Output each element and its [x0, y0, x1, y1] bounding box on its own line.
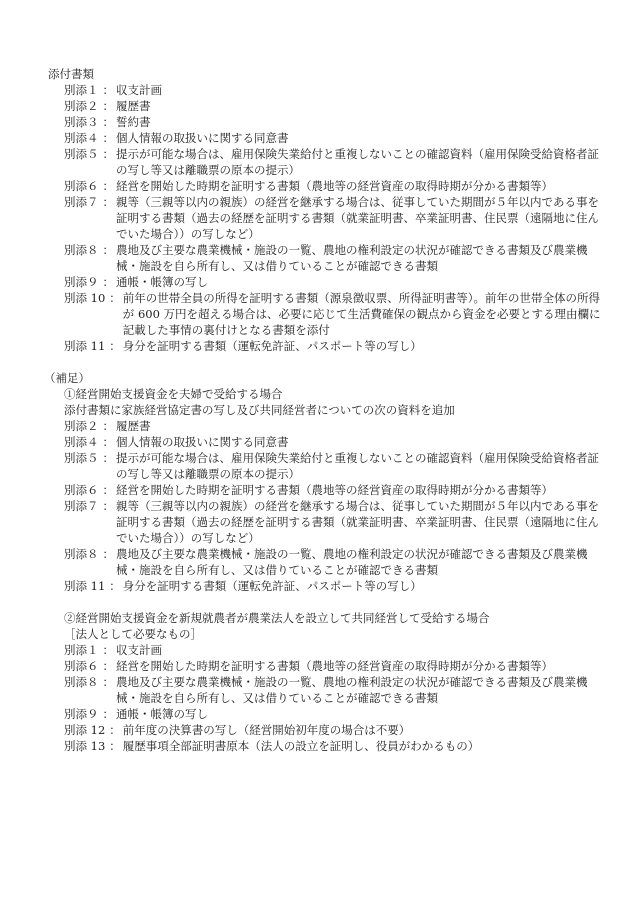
attachment-label: 別添８	[64, 675, 99, 689]
attachment-item	[48, 130, 610, 146]
attachment-label: 別添 11	[64, 579, 106, 593]
attachment-text: 身分を証明する書類（運転免許証、パスポート等の写し）	[122, 339, 422, 353]
attachment-item	[48, 658, 610, 674]
label-separator: ：	[102, 83, 114, 97]
case1-list	[48, 418, 630, 594]
attachment-label: 別添 13	[64, 739, 106, 753]
attachment-item	[48, 290, 610, 338]
attachment-item	[48, 450, 610, 482]
attachment-label: 別添６	[64, 659, 99, 673]
attachment-label: 別添５	[64, 451, 99, 465]
label-separator: ：	[109, 579, 121, 593]
attachment-label: 別添 10	[64, 291, 106, 305]
attachment-item	[48, 82, 610, 98]
attachment-label: 別添１	[64, 643, 99, 657]
label-separator: ：	[102, 643, 114, 657]
label-separator: ：	[102, 659, 114, 673]
attachment-text: 履歴書	[116, 99, 151, 113]
attachment-item	[48, 434, 610, 450]
label-separator: ：	[109, 723, 121, 737]
attachment-item	[48, 194, 610, 242]
attachment-text: 提示が可能な場合は、雇用保険失業給付と重複しないことの確認資料（雇用保険受給資格者証の写し等又は離職票の原本の提示）	[116, 451, 599, 481]
case1-heading: ①経営開始支援資金を夫婦で受給する場合	[64, 387, 283, 401]
label-separator: ：	[102, 243, 114, 257]
attachment-label: 別添４	[64, 131, 99, 145]
attachment-text: 履歴事項全部証明書原本（法人の設立を証明し、役員がわかるもの）	[122, 739, 480, 753]
attachment-item	[48, 706, 610, 722]
attachments-title: 添付書類	[48, 67, 94, 81]
attachment-label: 別添２	[64, 99, 99, 113]
attachments-list	[48, 82, 630, 354]
attachment-label: 別添９	[64, 707, 99, 721]
label-separator: ：	[109, 291, 121, 305]
attachment-label: 別添７	[64, 499, 99, 513]
attachment-text: 親等（三親等以内の親族）の経営を継承する場合は、従事していた期間が５年以内である事を証明する書類（過去の経歴を証明する書類（就業証明書、卒業証明書、住民票（遠隔地に住んでいた場合））の写しなど）	[116, 499, 599, 545]
attachment-label: 別添 12	[64, 723, 106, 737]
label-separator: ：	[102, 707, 114, 721]
label-separator: ：	[102, 179, 114, 193]
case2-heading: ②経営開始支援資金を新規就農者が農業法人を設立して共同経営して受給する場合	[64, 611, 490, 625]
attachment-item	[48, 642, 610, 658]
attachment-text: 収支計画	[116, 83, 162, 97]
attachment-item	[48, 722, 610, 738]
attachment-text: 身分を証明する書類（運転免許証、パスポート等の写し）	[122, 579, 422, 593]
attachment-text: 通帳・帳簿の写し	[116, 275, 208, 289]
attachment-item	[48, 242, 610, 274]
attachment-item	[48, 674, 610, 706]
attachment-item	[48, 498, 610, 546]
attachment-text: 農地及び主要な農業機械・施設の一覧、農地の権利設定の状況が確認できる書類及び農業機械・施設を自ら所有し、又は借りていることが確認できる書類	[116, 675, 588, 705]
label-separator: ：	[102, 675, 114, 689]
attachment-label: 別添８	[64, 243, 99, 257]
case2-list	[48, 642, 630, 754]
attachment-text: 農地及び主要な農業機械・施設の一覧、農地の権利設定の状況が確認できる書類及び農業機械・施設を自ら所有し、又は借りていることが確認できる書類	[116, 243, 588, 273]
label-separator: ：	[102, 195, 114, 209]
attachment-text: 収支計画	[116, 643, 162, 657]
attachment-text: 履歴書	[116, 419, 151, 433]
label-separator: ：	[102, 275, 114, 289]
attachment-text: 通帳・帳簿の写し	[116, 707, 208, 721]
label-separator: ：	[102, 147, 114, 161]
label-separator: ：	[102, 115, 114, 129]
label-separator: ：	[102, 547, 114, 561]
attachment-label: 別添９	[64, 275, 99, 289]
attachment-label: 別添３	[64, 115, 99, 129]
attachment-text: 前年の世帯全員の所得を証明する書類（源泉徴収票、所得証明書等）。前年の世帯全体の所得が 600 万円を超える場合は、必要に応じて生活費確保の観点から資金を必要とする理由欄に記載した事情の裏付けとなる書類を添付	[122, 291, 601, 337]
attachment-item	[48, 738, 610, 754]
label-separator: ：	[102, 419, 114, 433]
label-separator: ：	[102, 99, 114, 113]
attachment-item	[48, 578, 610, 594]
attachment-item	[48, 418, 610, 434]
attachment-label: 別添６	[64, 483, 99, 497]
attachment-label: 別添５	[64, 147, 99, 161]
attachment-item	[48, 274, 610, 290]
attachment-text: 前年度の決算書の写し（経営開始初年度の場合は不要）	[122, 723, 411, 737]
label-separator: ：	[109, 739, 121, 753]
supplement-title: （補足）	[44, 371, 90, 385]
label-separator: ：	[109, 339, 121, 353]
attachment-text: 個人情報の取扱いに関する同意書	[116, 131, 289, 145]
attachment-label: 別添１	[64, 83, 99, 97]
label-separator: ：	[102, 499, 114, 513]
attachment-label: 別添 11	[64, 339, 106, 353]
attachment-text: 個人情報の取扱いに関する同意書	[116, 435, 289, 449]
case1-intro: 添付書類に家族経営協定書の写し及び共同経営者についての次の資料を追加	[64, 403, 455, 417]
attachment-item	[48, 482, 610, 498]
attachment-item	[48, 546, 610, 578]
attachment-item	[48, 114, 610, 130]
attachment-text: 経営を開始した時期を証明する書類（農地等の経営資産の取得時期が分かる書類等）	[116, 179, 553, 193]
case2-subheading: ［法人として必要なもの］	[64, 627, 202, 641]
attachment-text: 誓約書	[116, 115, 151, 129]
attachment-text: 経営を開始した時期を証明する書類（農地等の経営資産の取得時期が分かる書類等）	[116, 659, 553, 673]
section-gap	[48, 594, 630, 610]
attachment-label: 別添２	[64, 419, 99, 433]
label-separator: ：	[102, 131, 114, 145]
attachment-text: 親等（三親等以内の親族）の経営を継承する場合は、従事していた期間が５年以内である事を証明する書類（過去の経歴を証明する書類（就業証明書、卒業証明書、住民票（遠隔地に住んでいた場合））の写しなど）	[116, 195, 599, 241]
attachment-label: 別添８	[64, 547, 99, 561]
label-separator: ：	[102, 483, 114, 497]
attachment-label: 別添４	[64, 435, 99, 449]
section-gap	[48, 354, 630, 370]
attachment-text: 経営を開始した時期を証明する書類（農地等の経営資産の取得時期が分かる書類等）	[116, 483, 553, 497]
label-separator: ：	[102, 435, 114, 449]
attachment-item	[48, 338, 610, 354]
attachment-item	[48, 178, 610, 194]
attachment-label: 別添７	[64, 195, 99, 209]
attachment-text: 提示が可能な場合は、雇用保険失業給付と重複しないことの確認資料（雇用保険受給資格者証の写し等又は離職票の原本の提示）	[116, 147, 599, 177]
label-separator: ：	[102, 451, 114, 465]
attachment-label: 別添６	[64, 179, 99, 193]
attachment-item	[48, 146, 610, 178]
attachment-text: 農地及び主要な農業機械・施設の一覧、農地の権利設定の状況が確認できる書類及び農業機械・施設を自ら所有し、又は借りていることが確認できる書類	[116, 547, 588, 577]
attachment-item	[48, 98, 610, 114]
